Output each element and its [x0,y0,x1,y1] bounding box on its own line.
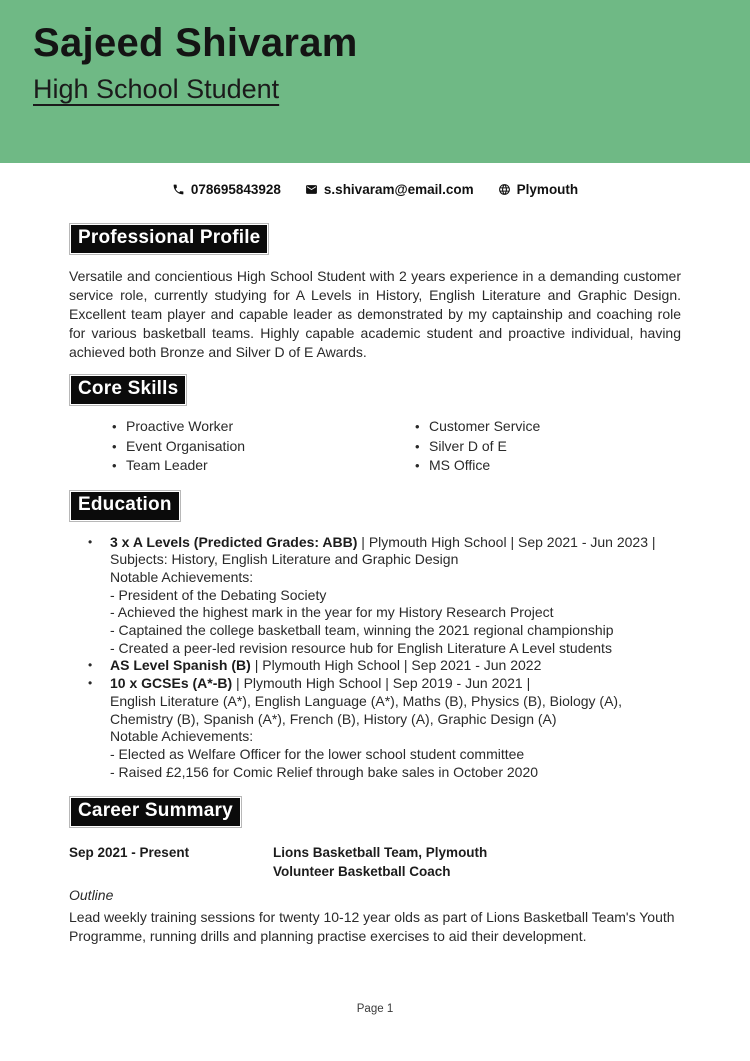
section-heading-professional-profile: Professional Profile [69,223,269,255]
section-core-skills [69,362,681,476]
person-name: Sajeed Shivaram [33,21,358,65]
education-entry [69,657,681,675]
contact-phone [172,182,281,197]
education-line: Notable Achievements: [110,568,254,585]
education-list [69,534,681,782]
education-entry [69,675,681,781]
contact-email-value: s.shivaram@email.com [323,182,474,197]
education-line: - Achieved the highest mark in the year for my History Research Project [110,604,554,621]
education-entry [69,534,681,658]
core-skills-left [69,417,375,476]
career-entry [69,844,681,881]
page-number: Page 1 [356,1003,394,1015]
section-education [69,476,681,782]
education-line: Chemistry (B), Spanish (A*), French (B), History (A), Graphic Design (A) [110,710,557,727]
education-line: - Captained the college basketball team, winning the 2021 regional championship [110,622,614,639]
education-line: - Raised £2,156 for Comic Relief through bake sales in October 2020 [110,763,539,780]
core-skills-columns [69,417,681,476]
phone-icon [172,183,185,196]
career-outline-label: Outline [69,887,114,904]
skill-item: • Team Leader [112,456,375,476]
education-entry-title: AS Level Spanish (B) [110,657,251,674]
envelope-icon [305,183,318,196]
person-title: High School Student [33,74,280,104]
education-line: - President of the Debating Society [110,586,327,603]
education-entry-title: 3 x A Levels (Predicted Grades: ABB) [110,533,358,550]
contact-phone-value: 078695843928 [190,182,281,197]
section-heading-career-summary: Career Summary [69,796,242,828]
career-date-range: Sep 2021 - Present [69,845,190,861]
resume-body [69,197,681,946]
header-band [0,0,750,163]
skill-item: • MS Office [415,456,681,476]
skill-item: • Event Organisation [112,437,375,457]
education-entry-title: 10 x GCSEs (A*-B) [110,675,233,692]
skill-item: • Proactive Worker [112,417,375,437]
education-line: Notable Achievements: [110,728,254,745]
education-line: Subjects: History, English Literature and Graphic Design [110,551,459,568]
education-line: English Literature (A*), English Language (A*), Maths (B), Physics (B), Biology (A), [110,692,622,709]
education-line: - Elected as Welfare Officer for the lower school student committee [110,745,525,762]
section-heading-education: Education [69,490,181,522]
career-company: Lions Basketball Team, Plymouth [273,845,488,861]
career-org-role [273,844,487,881]
education-entry-meta: | Plymouth High School | Sep 2021 - Jun 2022 [250,657,542,674]
education-entry-meta: | Plymouth High School | Sep 2021 - Jun 2023 | [357,533,656,550]
section-professional-profile [69,197,681,362]
education-line: - Created a peer-led revision resource hub for English Literature A Level students [110,639,612,656]
contact-location [498,182,579,197]
contact-location-value: Plymouth [516,182,579,197]
core-skills-right [375,417,681,476]
globe-icon [498,183,511,196]
contact-email [305,182,474,197]
education-entry-meta: | Plymouth High School | Sep 2019 - Jun 2021 | [232,675,531,692]
section-heading-core-skills: Core Skills [69,374,187,406]
skill-item: • Silver D of E [415,437,681,457]
profile-paragraph: Versatile and concientious High School Student with 2 years experience in a demanding customer service role, currently studying for A Levels in History, English Literature and Graphic Design. Excellent team player and capable leader as demonstrated by my captainship and coaching role for various basketball teams. Highly capable academic student and proactive individual, having achieved both Bronze and Silver D of E Awards. [69,268,681,360]
section-career-summary [69,781,681,946]
skill-item: • Customer Service [415,417,681,437]
career-description: Lead weekly training sessions for twenty 10-12 year olds as part of Lions Basketball Team's Youth Programme, running drills and planning practise exercises to aid their development. [69,909,675,945]
career-role: Volunteer Basketball Coach [273,863,451,879]
contact-row [0,182,750,197]
